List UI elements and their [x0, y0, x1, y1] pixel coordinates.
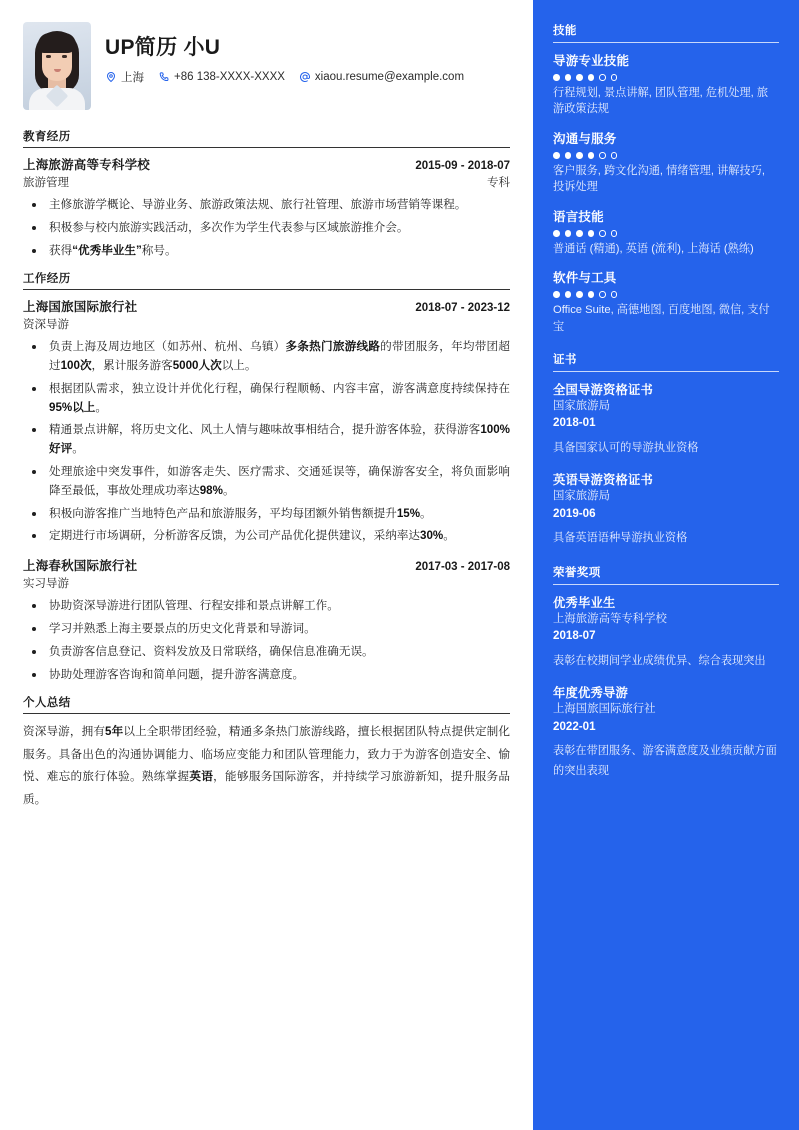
contact-phone[interactable] — [158, 71, 285, 83]
list-item: 协助处理游客咨询和简单问题，提升游客满意度。 — [23, 666, 510, 685]
skill-group-name: 沟通与服务 — [553, 132, 617, 147]
skill-dot-empty — [599, 152, 606, 159]
sidebar-heading-skills: 技能 — [553, 22, 779, 43]
skill-group — [553, 129, 779, 196]
skill-dot-filled — [588, 74, 595, 81]
skill-level-dots — [553, 291, 779, 298]
skill-level-dots — [553, 230, 779, 237]
skill-dot-filled — [565, 291, 572, 298]
award-name: 优秀毕业生 — [553, 595, 616, 610]
list-item: 根据团队需求，独立设计并优化行程，确保行程顺畅、内容丰富，游客满意度持续保持在95%以上。 — [23, 380, 510, 418]
award-description: 表彰在带团服务、游客满意度及业绩贡献方面的突出表现 — [553, 745, 777, 777]
work-company: 上海春秋国际旅行社 — [23, 559, 138, 574]
section-heading-summary: 个人总结 — [23, 694, 510, 714]
list-item: 积极参与校内旅游实践活动，多次作为学生代表参与区域旅游推介会。 — [23, 219, 510, 238]
contact-location-text: 上海 — [121, 72, 144, 85]
skill-group-items: 行程规划, 景点讲解, 团队管理, 危机处理, 旅游政策法规 — [553, 86, 769, 116]
list-item: 定期进行市场调研，分析游客反馈，为公司产品优化提供建议，采纳率达30%。 — [23, 527, 510, 546]
certificate-name: 英语导游资格证书 — [553, 473, 653, 488]
education-date: 2015-09 - 2018-07 — [415, 160, 510, 172]
skill-dot-filled — [576, 74, 583, 81]
work-bullets — [23, 597, 510, 684]
list-item: 处理旅途中突发事件，如游客走失、医疗需求、交通延误等，确保游客安全，将负面影响降至最低，事故处理成功率达98%。 — [23, 463, 510, 501]
award-description: 表彰在校期间学业成绩优异、综合表现突出 — [553, 654, 766, 667]
skill-dot-empty — [599, 291, 606, 298]
skill-group-items: 普通话 (精通), 英语 (流利), 上海话 (熟练) — [553, 242, 754, 255]
email-at-icon — [299, 71, 311, 83]
profile-header — [23, 22, 510, 110]
skill-level-dots — [553, 74, 779, 81]
education-entry — [23, 155, 510, 260]
section-work — [23, 270, 510, 684]
sidebar-heading-certificates: 证书 — [553, 351, 779, 372]
page-title: UP简历 小U — [105, 36, 221, 59]
section-heading-education: 教育经历 — [23, 128, 510, 148]
location-pin-icon — [105, 71, 117, 83]
list-item: 获得“优秀毕业生”称号。 — [23, 242, 510, 261]
skill-dot-filled — [565, 152, 572, 159]
skill-dot-filled — [553, 230, 560, 237]
skill-group-items: Office Suite, 高德地图, 百度地图, 微信, 支付宝 — [553, 303, 770, 333]
skill-dot-filled — [553, 152, 560, 159]
skill-group-name: 导游专业技能 — [553, 54, 630, 68]
list-item: 负责上海及周边地区（如苏州、杭州、乌镇）多条热门旅游线路的带团服务，年均带团超过100次，累计服务游客5000人次以上。 — [23, 338, 510, 376]
skill-dot-empty — [611, 74, 618, 81]
skill-dot-filled — [565, 74, 572, 81]
contact-email[interactable] — [299, 71, 464, 83]
education-major: 旅游管理 — [23, 177, 69, 189]
certificate-entry — [553, 380, 779, 459]
certificate-issuer: 国家旅游局 — [553, 399, 610, 412]
certificate-name: 全国导游资格证书 — [553, 382, 653, 397]
work-role: 实习导游 — [23, 578, 69, 591]
skill-dot-filled — [588, 152, 595, 159]
contact-email-text: xiaou.resume@example.com — [314, 71, 465, 84]
skill-dot-filled — [576, 291, 583, 298]
skill-group — [553, 207, 779, 257]
award-entry — [553, 593, 779, 672]
skill-group — [553, 51, 779, 118]
skill-group — [553, 268, 779, 335]
award-date: 2018-07 — [553, 629, 596, 643]
skill-dot-filled — [565, 230, 572, 237]
skill-group-name: 软件与工具 — [553, 271, 617, 286]
certificate-description: 具备英语语种导游执业资格 — [553, 532, 688, 545]
contact-phone-text: +86 138-XXXX-XXXX — [174, 71, 285, 84]
sidebar-section-skills — [553, 22, 779, 336]
skill-level-dots — [553, 152, 779, 159]
education-bullets — [23, 196, 510, 260]
contact-location[interactable] — [105, 69, 144, 85]
education-degree: 专科 — [487, 177, 510, 189]
skill-dot-empty — [611, 291, 618, 298]
award-name: 年度优秀导游 — [553, 686, 628, 701]
skill-dot-empty — [611, 152, 618, 159]
work-role: 资深导游 — [23, 319, 69, 332]
skill-dot-filled — [553, 74, 560, 81]
contact-list — [105, 69, 464, 85]
work-entry — [23, 556, 510, 684]
award-issuer: 上海国旅国际旅行社 — [553, 703, 656, 716]
profile-header-text — [105, 22, 464, 85]
award-date: 2022-01 — [553, 719, 596, 733]
certificate-date: 2018-01 — [553, 416, 596, 430]
work-bullets — [23, 338, 510, 546]
work-date: 2018-07 - 2023-12 — [415, 302, 510, 315]
award-entry — [553, 683, 779, 781]
list-item: 精通景点讲解，将历史文化、风土人情与趣味故事相结合，提升游客体验，获得游客100%好评。 — [23, 421, 510, 459]
work-company: 上海国旅国际旅行社 — [23, 300, 138, 315]
sidebar-section-certificates — [553, 351, 779, 549]
sidebar — [533, 0, 799, 1130]
skill-dot-empty — [599, 74, 606, 81]
skill-dot-empty — [599, 230, 606, 237]
summary-text: 资深导游，拥有5年以上全职带团经验，精通多条热门旅游线路，擅长根据团队特点提供定制化服务。具备出色的沟通协调能力、临场应变能力和团队管理能力，致力于为游客创造安全、愉悦、难忘的旅行体验。熟练掌握英语，能够服务国际游客，并持续学习旅游新知，提升服务品质。 — [23, 725, 510, 807]
section-summary — [23, 694, 510, 811]
certificate-description: 具备国家认可的导游执业资格 — [553, 441, 699, 454]
skill-dot-filled — [553, 291, 560, 298]
avatar — [23, 22, 91, 110]
work-date: 2017-03 - 2017-08 — [415, 561, 510, 574]
skill-group-items: 客户服务, 跨文化沟通, 情绪管理, 讲解技巧, 投诉处理 — [553, 164, 765, 194]
section-education — [23, 128, 510, 260]
skill-group-name: 语言技能 — [553, 210, 604, 225]
section-heading-work: 工作经历 — [23, 270, 510, 290]
skill-dot-empty — [611, 230, 618, 237]
sidebar-section-awards — [553, 564, 779, 782]
skill-dot-filled — [588, 230, 595, 237]
list-item: 主修旅游学概论、导游业务、旅游政策法规、旅行社管理、旅游市场营销等课程。 — [23, 196, 510, 215]
certificate-date: 2019-06 — [553, 506, 596, 520]
skill-dot-filled — [576, 230, 583, 237]
certificate-entry — [553, 470, 779, 549]
list-item: 负责游客信息登记、资料发放及日常联络，确保信息准确无误。 — [23, 643, 510, 662]
sidebar-heading-awards: 荣誉奖项 — [553, 564, 779, 585]
education-school: 上海旅游高等专科学校 — [23, 158, 151, 172]
list-item: 学习并熟悉上海主要景点的历史文化背景和导游词。 — [23, 620, 510, 639]
award-issuer: 上海旅游高等专科学校 — [553, 612, 667, 625]
list-item: 积极向游客推广当地特色产品和旅游服务，平均每团额外销售额提升15%。 — [23, 505, 510, 524]
skill-dot-filled — [588, 291, 595, 298]
skill-dot-filled — [576, 152, 583, 159]
work-entry — [23, 297, 510, 546]
list-item: 协助资深导游进行团队管理、行程安排和景点讲解工作。 — [23, 597, 510, 616]
phone-icon — [158, 71, 170, 83]
certificate-issuer: 国家旅游局 — [553, 490, 610, 503]
